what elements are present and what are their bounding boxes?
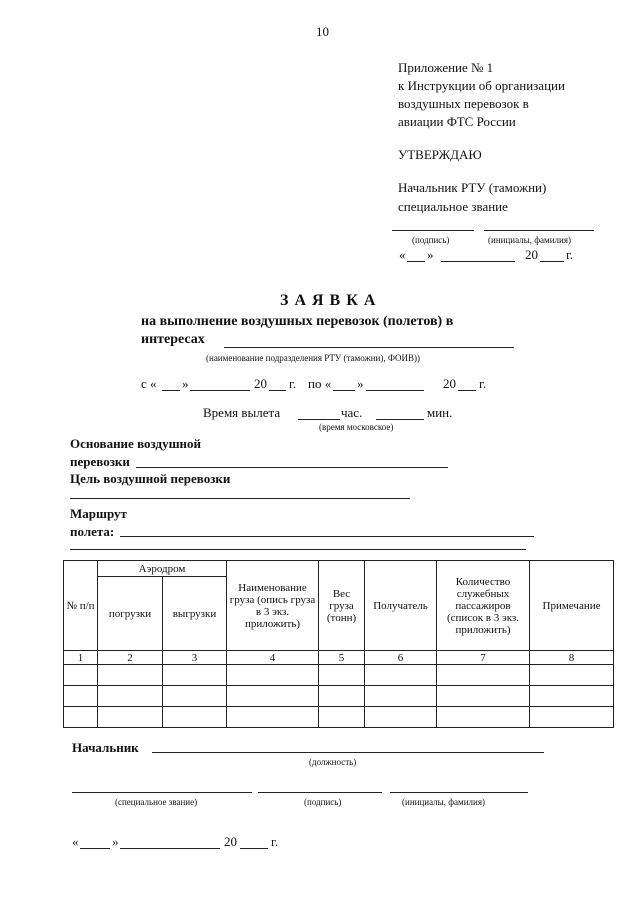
footer-month-line: [120, 848, 220, 849]
table-cell[interactable]: [319, 665, 365, 686]
period-from-close: »: [182, 376, 189, 391]
approval-heading: УТВЕРЖДАЮ: [398, 147, 482, 162]
signature-line: [392, 230, 474, 231]
approval-date-close: »: [427, 247, 434, 262]
basis-line: [136, 467, 448, 468]
approval-date-open: «: [399, 247, 406, 262]
column-number: 1: [64, 651, 98, 665]
footer-initials-line: [390, 792, 528, 793]
table-cell[interactable]: [163, 665, 227, 686]
route-line-b: [70, 549, 526, 550]
purpose-line: [70, 498, 410, 499]
column-number: 3: [163, 651, 227, 665]
table-cell[interactable]: [365, 686, 437, 707]
approval-day-line: [407, 261, 425, 262]
period-to: по «: [308, 376, 332, 391]
interests-line: [224, 347, 514, 348]
table-cell[interactable]: [319, 707, 365, 728]
approval-month-line: [441, 261, 515, 262]
table-cell[interactable]: [530, 665, 614, 686]
column-number: 5: [319, 651, 365, 665]
table-cell[interactable]: [98, 707, 163, 728]
col-number-header: № п/п: [64, 561, 98, 651]
cargo-name-header: Наименование груза (опись груза в 3 экз. приложить): [227, 561, 319, 651]
appendix-line-3: воздушных перевозок в: [398, 96, 529, 111]
table-cell[interactable]: [530, 707, 614, 728]
footer-chief: Начальник: [72, 740, 139, 755]
table-cell[interactable]: [365, 707, 437, 728]
period-from-year: 20: [254, 376, 267, 391]
title-line-2: интересах: [141, 332, 205, 347]
table-cell[interactable]: [64, 665, 98, 686]
unloading-header: выгрузки: [163, 577, 227, 651]
aerodrome-header: Аэродром: [98, 561, 227, 577]
table-cell[interactable]: [64, 707, 98, 728]
unit-caption: (наименование подразделения РТУ (таможни), ФОИВ)): [206, 353, 421, 363]
weight-header: Вес груза (тонн): [319, 561, 365, 651]
table-cell[interactable]: [437, 665, 530, 686]
table-cell[interactable]: [227, 665, 319, 686]
footer-year-line: [240, 848, 268, 849]
period-from: с «: [141, 376, 157, 391]
recipient-header: Получатель: [365, 561, 437, 651]
transport-table: [63, 560, 614, 728]
footer-date-close: »: [112, 834, 119, 849]
table-cell[interactable]: [98, 665, 163, 686]
column-number: 6: [365, 651, 437, 665]
departure-label: Время вылета: [203, 405, 281, 420]
footer-year-suffix: г.: [271, 834, 279, 849]
table-cell[interactable]: [227, 707, 319, 728]
departure-minutes-line: [376, 419, 424, 420]
title-line-1: на выполнение воздушных перевозок (полетов) в: [141, 314, 454, 329]
period-from-month-line: [190, 390, 250, 391]
passengers-header: Количество служебных пассажиров (список в 3 экз. приложить): [437, 561, 530, 651]
table-cell[interactable]: [163, 686, 227, 707]
document-title: З А Я В К А: [280, 292, 377, 309]
table-cell[interactable]: [227, 686, 319, 707]
page-number: 10: [316, 24, 329, 39]
footer-signature-caption: (подпись): [304, 797, 342, 807]
table-cell[interactable]: [365, 665, 437, 686]
purpose-label: Цель воздушной перевозки: [70, 471, 231, 486]
appendix-line-2: к Инструкции об организации: [398, 78, 565, 93]
table-cell[interactable]: [98, 686, 163, 707]
loading-header: погрузки: [98, 577, 163, 651]
period-to-year-suffix: г.: [479, 376, 487, 391]
approval-year-prefix: 20: [525, 247, 538, 262]
approval-year-suffix: г.: [566, 247, 574, 262]
column-number: 8: [530, 651, 614, 665]
column-number: 2: [98, 651, 163, 665]
departure-hours-line: [298, 419, 340, 420]
period-from-year-line: [269, 390, 286, 391]
footer-signature-line: [258, 792, 382, 793]
table-cell[interactable]: [319, 686, 365, 707]
table-row: [64, 686, 614, 707]
table-cell[interactable]: [64, 686, 98, 707]
column-number: 4: [227, 651, 319, 665]
period-to-year: 20: [443, 376, 456, 391]
approval-year-line: [540, 261, 564, 262]
signature-caption: (подпись): [412, 235, 450, 245]
footer-year-prefix: 20: [224, 834, 237, 849]
column-number: 7: [437, 651, 530, 665]
column-numbers-row: [64, 651, 614, 665]
footer-initials-caption: (инициалы, фамилия): [402, 797, 485, 807]
table-cell[interactable]: [163, 707, 227, 728]
departure-minutes: мин.: [427, 405, 453, 420]
table-cell[interactable]: [437, 686, 530, 707]
appendix-line-4: авиации ФТС России: [398, 114, 516, 129]
route-line-1: Маршрут: [70, 506, 127, 521]
footer-day-line: [80, 848, 110, 849]
footer-rank-line: [72, 792, 252, 793]
initials-line: [484, 230, 594, 231]
appendix-line-1: Приложение № 1: [398, 60, 494, 75]
departure-hours: час.: [341, 405, 363, 420]
period-to-close: »: [357, 376, 364, 391]
route-line-2: полета:: [70, 524, 115, 539]
period-from-year-suffix: г.: [289, 376, 297, 391]
approval-chief: Начальник РТУ (таможни): [398, 180, 547, 195]
period-from-day-line: [162, 390, 180, 391]
table-cell[interactable]: [530, 686, 614, 707]
period-to-day-line: [333, 390, 355, 391]
footer-position-caption: (должность): [309, 757, 357, 767]
departure-caption: (время московское): [319, 422, 394, 432]
basis-line-1: Основание воздушной: [70, 436, 202, 451]
period-to-year-line: [458, 390, 476, 391]
footer-position-line: [152, 752, 544, 753]
table-row: [64, 665, 614, 686]
basis-line-2: перевозки: [70, 454, 130, 469]
footer-rank-caption: (специальное звание): [115, 797, 198, 807]
initials-caption: (инициалы, фамилия): [488, 235, 571, 245]
footer-date-open: «: [72, 834, 79, 849]
period-to-month-line: [366, 390, 424, 391]
table-row: [64, 707, 614, 728]
approval-rank: специальное звание: [398, 199, 508, 214]
table-cell[interactable]: [437, 707, 530, 728]
route-line-a: [120, 536, 534, 537]
note-header: Примечание: [530, 561, 614, 651]
